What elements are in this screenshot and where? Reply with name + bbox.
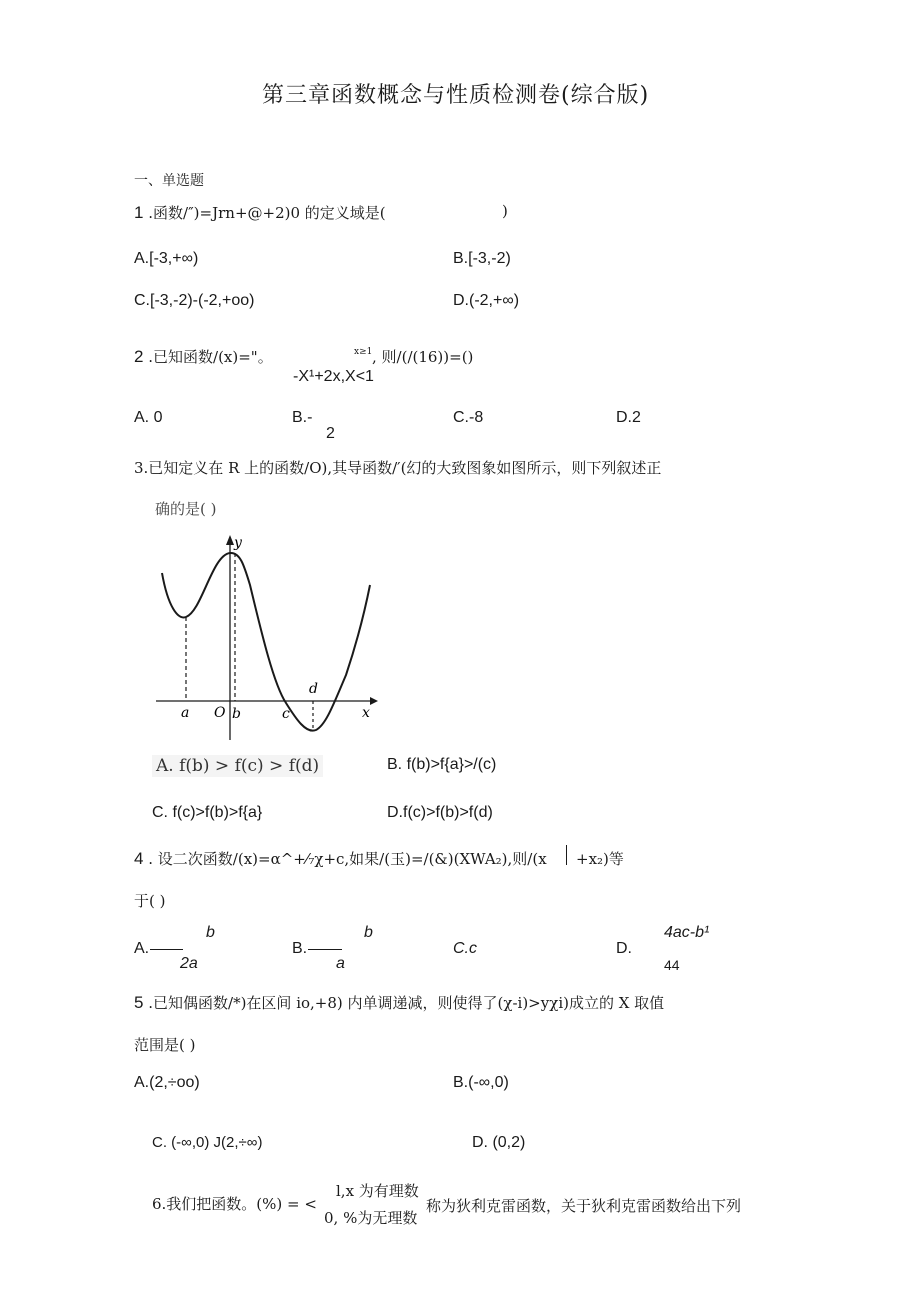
question-4-continued: 于( ) [134, 892, 166, 910]
option-c: C.[-3,-2)-(-2,+oo) [134, 292, 255, 309]
option-a: A.[-3,+∞) [134, 250, 199, 267]
question-text-end: +x₂)等 [576, 850, 624, 868]
question-text: .已知函数/(x)="。 [148, 348, 273, 366]
derivative-graph [150, 525, 390, 745]
question-text-end: , 则/(/(16))=() [372, 348, 474, 366]
option-c: C. f(c)>f(b)>f{a} [152, 804, 263, 821]
question-text: . 设二次函数/(x)=α^+⁄₇χ+c,如果/(玉)=/(&)(XWA₂),则/(x [148, 850, 547, 868]
paren-close: ) [502, 202, 508, 220]
question-text-end: 称为狄利克雷函数，关于狄利克雷函数给出下列 [426, 1197, 742, 1215]
option-a-denominator: 2a [180, 955, 198, 972]
y-label: y [234, 535, 242, 551]
x-label: x [362, 705, 370, 721]
option-d-numerator: 4ac-b¹ [664, 924, 710, 941]
question-1 [134, 202, 386, 223]
option-a: A. 0 [134, 409, 163, 426]
option-b: B.- [292, 409, 313, 426]
option-a-numerator: b [206, 924, 215, 941]
option-c: C.c [453, 940, 477, 957]
option-c: C.-8 [453, 409, 484, 426]
option-d: D.2 [616, 409, 641, 426]
question-2 [134, 346, 273, 367]
page-title: 第三章函数概念与性质检测卷(综合版) [262, 83, 650, 108]
c-label: c [282, 706, 290, 722]
derivative-curve [162, 553, 370, 731]
question-text: .函数/″)=Jrn+@+2)0 的定义域是( [148, 204, 386, 222]
origin-label: O [214, 705, 226, 721]
option-b-numerator: b [364, 924, 373, 941]
option-d: D.f(c)>f(b)>f(d) [387, 804, 493, 821]
option-a: A.(2,÷oo) [134, 1074, 200, 1091]
option-b: B.(-∞,0) [453, 1074, 509, 1091]
option-a: A. f(b) > f(c) > f(d) [152, 755, 323, 777]
question-number: 2 [134, 347, 144, 366]
question-number: 5 [134, 993, 144, 1012]
question-4 [134, 848, 547, 869]
option-d: D. [616, 940, 632, 957]
y-axis-arrow [226, 535, 234, 545]
option-c: C. (-∞,0) J(2,÷∞) [152, 1134, 263, 1151]
option-b-denominator: 2 [326, 425, 335, 442]
question-3-continued: 确的是( ) [155, 500, 217, 518]
section-heading: 一、单选题 [134, 173, 204, 189]
question-number: 1 [134, 203, 144, 222]
a-label: a [181, 705, 190, 721]
piecewise-case-2: 0, %为无理数 [324, 1209, 418, 1227]
x-axis-arrow [370, 697, 378, 705]
question-5-continued: 范围是( ) [134, 1036, 196, 1054]
question-3: 3.已知定义在 R 上的函数/O),其导函数/′(幻的大致图象如图所示，则下列叙述正 [134, 459, 662, 477]
option-b: B. [292, 940, 308, 957]
b-label: b [232, 706, 241, 722]
question-5 [134, 992, 664, 1013]
absolute-bar [566, 845, 567, 865]
question-6: 6.我们把函数。(%) = < [152, 1195, 317, 1213]
piecewise-case-1: l,x 为有理数 [336, 1182, 419, 1200]
fraction-bar [308, 949, 342, 950]
question-number: 4 [134, 849, 144, 868]
piecewise-line-2: -X¹+2x,X<1 [293, 368, 374, 385]
option-d-denominator: 44 [664, 957, 680, 973]
option-b: B.[-3,-2) [453, 250, 511, 267]
option-b-denominator: a [336, 955, 345, 972]
fraction-bar [150, 949, 183, 950]
d-label: d [309, 681, 318, 697]
question-text: .已知偶函数/*)在区间 io,+8) 内单调递减，则使得了(χ-i)>yχi)成立的 X 取值 [148, 994, 665, 1012]
option-d: D. (0,2) [472, 1134, 526, 1151]
piecewise-condition: x≥1 [354, 347, 373, 357]
option-d: D.(-2,+∞) [453, 292, 520, 309]
option-b: B. f(b)>f{a}>/(c) [387, 756, 497, 773]
option-a: A. [134, 940, 150, 957]
